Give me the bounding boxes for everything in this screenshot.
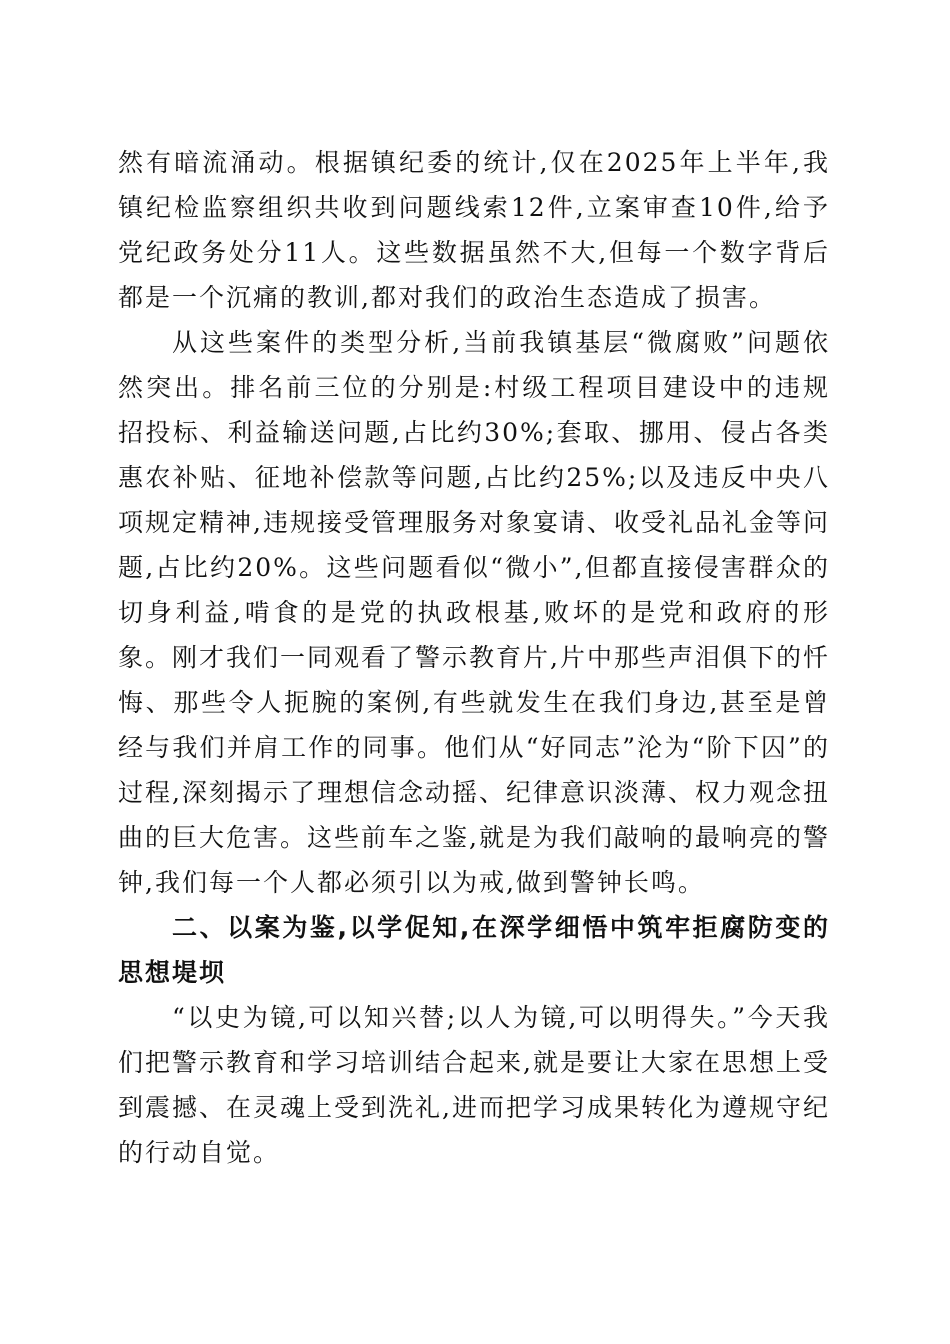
paragraph-statistics: 然有暗流涌动。根据镇纪委的统计,仅在2025年上半年,我镇纪检监察组织共收到问题线索12件,立案审查10件,给予党纪政务处分11人。这些数据虽然不大,但每一个数字背后都是一个沉痛的教训,都对我们的政治生态造成了损害。 [118,148,830,312]
section-heading: 二、以案为鉴,以学促知,在深学细悟中筑牢拒腐防变的思想堤坝 [118,913,830,987]
paragraph-case-analysis: 从这些案件的类型分析,当前我镇基层“微腐败”问题依然突出。排名前三位的分别是:村级工程项目建设中的违规招投标、利益输送问题,占比约30%;套取、挪用、侵占各类惠农补贴、征地补偿款等问题,占比约25%;以及违反中央八项规定精神,违规接受管理服务对象宴请、收受礼品礼金等问题,占比约20%。这些问题看似“微小”,但都直接侵害群众的切身利益,啃食的是党的执政根基,败坏的是党和政府的形象。刚才我们一同观看了警示教育片,片中那些声泪俱下的忏悔、那些令人扼腕的案例,有些就发生在我们身边,甚至是曾经与我们并肩工作的同事。他们从“好同志”沦为“阶下囚”的过程,深刻揭示了理想信念动摇、纪律意识淡薄、权力观念扭曲的巨大危害。这些前车之鉴,就是为我们敲响的最响亮的警钟,我们每一个人都必须引以为戒,做到警钟长鸣。 [118,328,830,897]
paragraph-quote: “以史为镜,可以知兴替;以人为镜,可以明得失。”今天我们把警示教育和学习培训结合起来,就是要让大家在思想上受到震撼、在灵魂上受到洗礼,进而把学习成果转化为遵规守纪的行动自觉。 [118,1003,830,1167]
document-body [118,140,830,1175]
